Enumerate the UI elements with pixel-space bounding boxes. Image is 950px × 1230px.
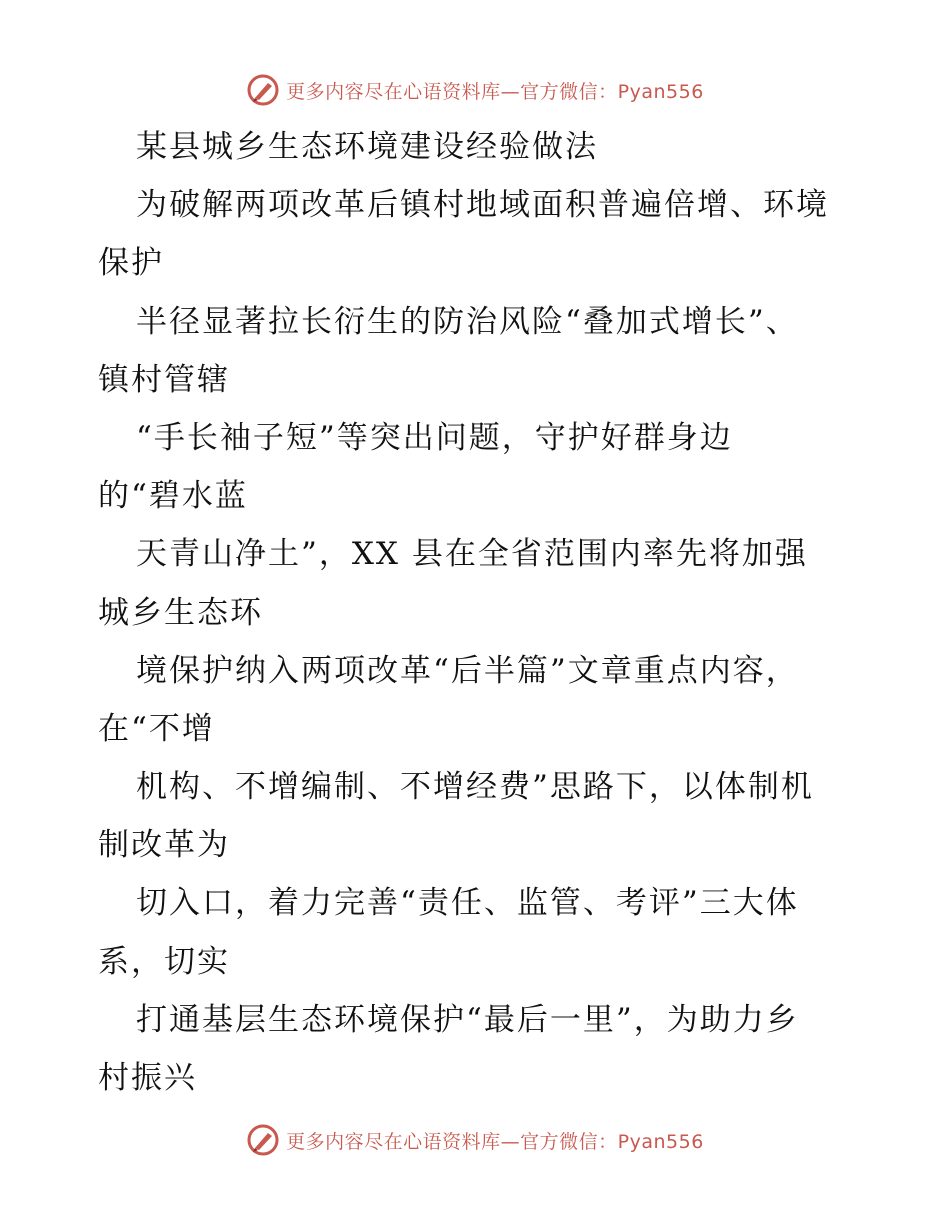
footer-watermark-banner (0, 1118, 950, 1162)
paragraph-line: 境保护纳入两项改革“后半篇”文章重点内容， (136, 652, 799, 689)
document-body (98, 118, 858, 1107)
paragraph-line: 系，切实 (98, 943, 230, 980)
header-watermark-banner (0, 68, 950, 112)
footer-watermark-text: 更多内容尽在心语资料库—官方微信：Pyan556 (286, 1130, 704, 1153)
paragraph-line: 城乡生态环 (98, 594, 263, 631)
paragraph-line: 天青山净土”，XX 县在全省范围内率先将加强 (136, 536, 808, 573)
paragraph-line: 的“碧水蓝 (98, 478, 248, 515)
paragraph-line: 村振兴 (98, 1060, 197, 1096)
paragraph-line: 机构、不增编制、不增经费”思路下，以体制机 (136, 769, 814, 806)
paragraph-line: 打通基层生态环境保护“最后一里”，为助力乡 (136, 1001, 799, 1038)
paragraph-line: 切入口，着力完善“责任、监管、考评”三大体 (136, 885, 799, 922)
paragraph-line: 为破解两项改革后镇村地域面积普遍倍增、环境 (136, 187, 829, 224)
ink-pen-logo-icon (246, 1123, 280, 1157)
ink-pen-logo-icon (246, 73, 280, 107)
paragraph-line: 在“不增 (98, 710, 215, 747)
paragraph-line: 保护 (98, 245, 164, 282)
header-watermark-text: 更多内容尽在心语资料库—官方微信：Pyan556 (286, 80, 704, 103)
document-title: 某县城乡生态环境建设经验做法 (136, 129, 598, 165)
paragraph-line: 半径显著拉长衍生的防治风险“叠加式增长”、 (136, 303, 799, 340)
paragraph-line: “手长袖子短”等突出问题，守护好群身边 (136, 419, 733, 456)
paragraph-line: 镇村管辖 (98, 361, 230, 398)
paragraph-line: 制改革为 (98, 827, 230, 864)
